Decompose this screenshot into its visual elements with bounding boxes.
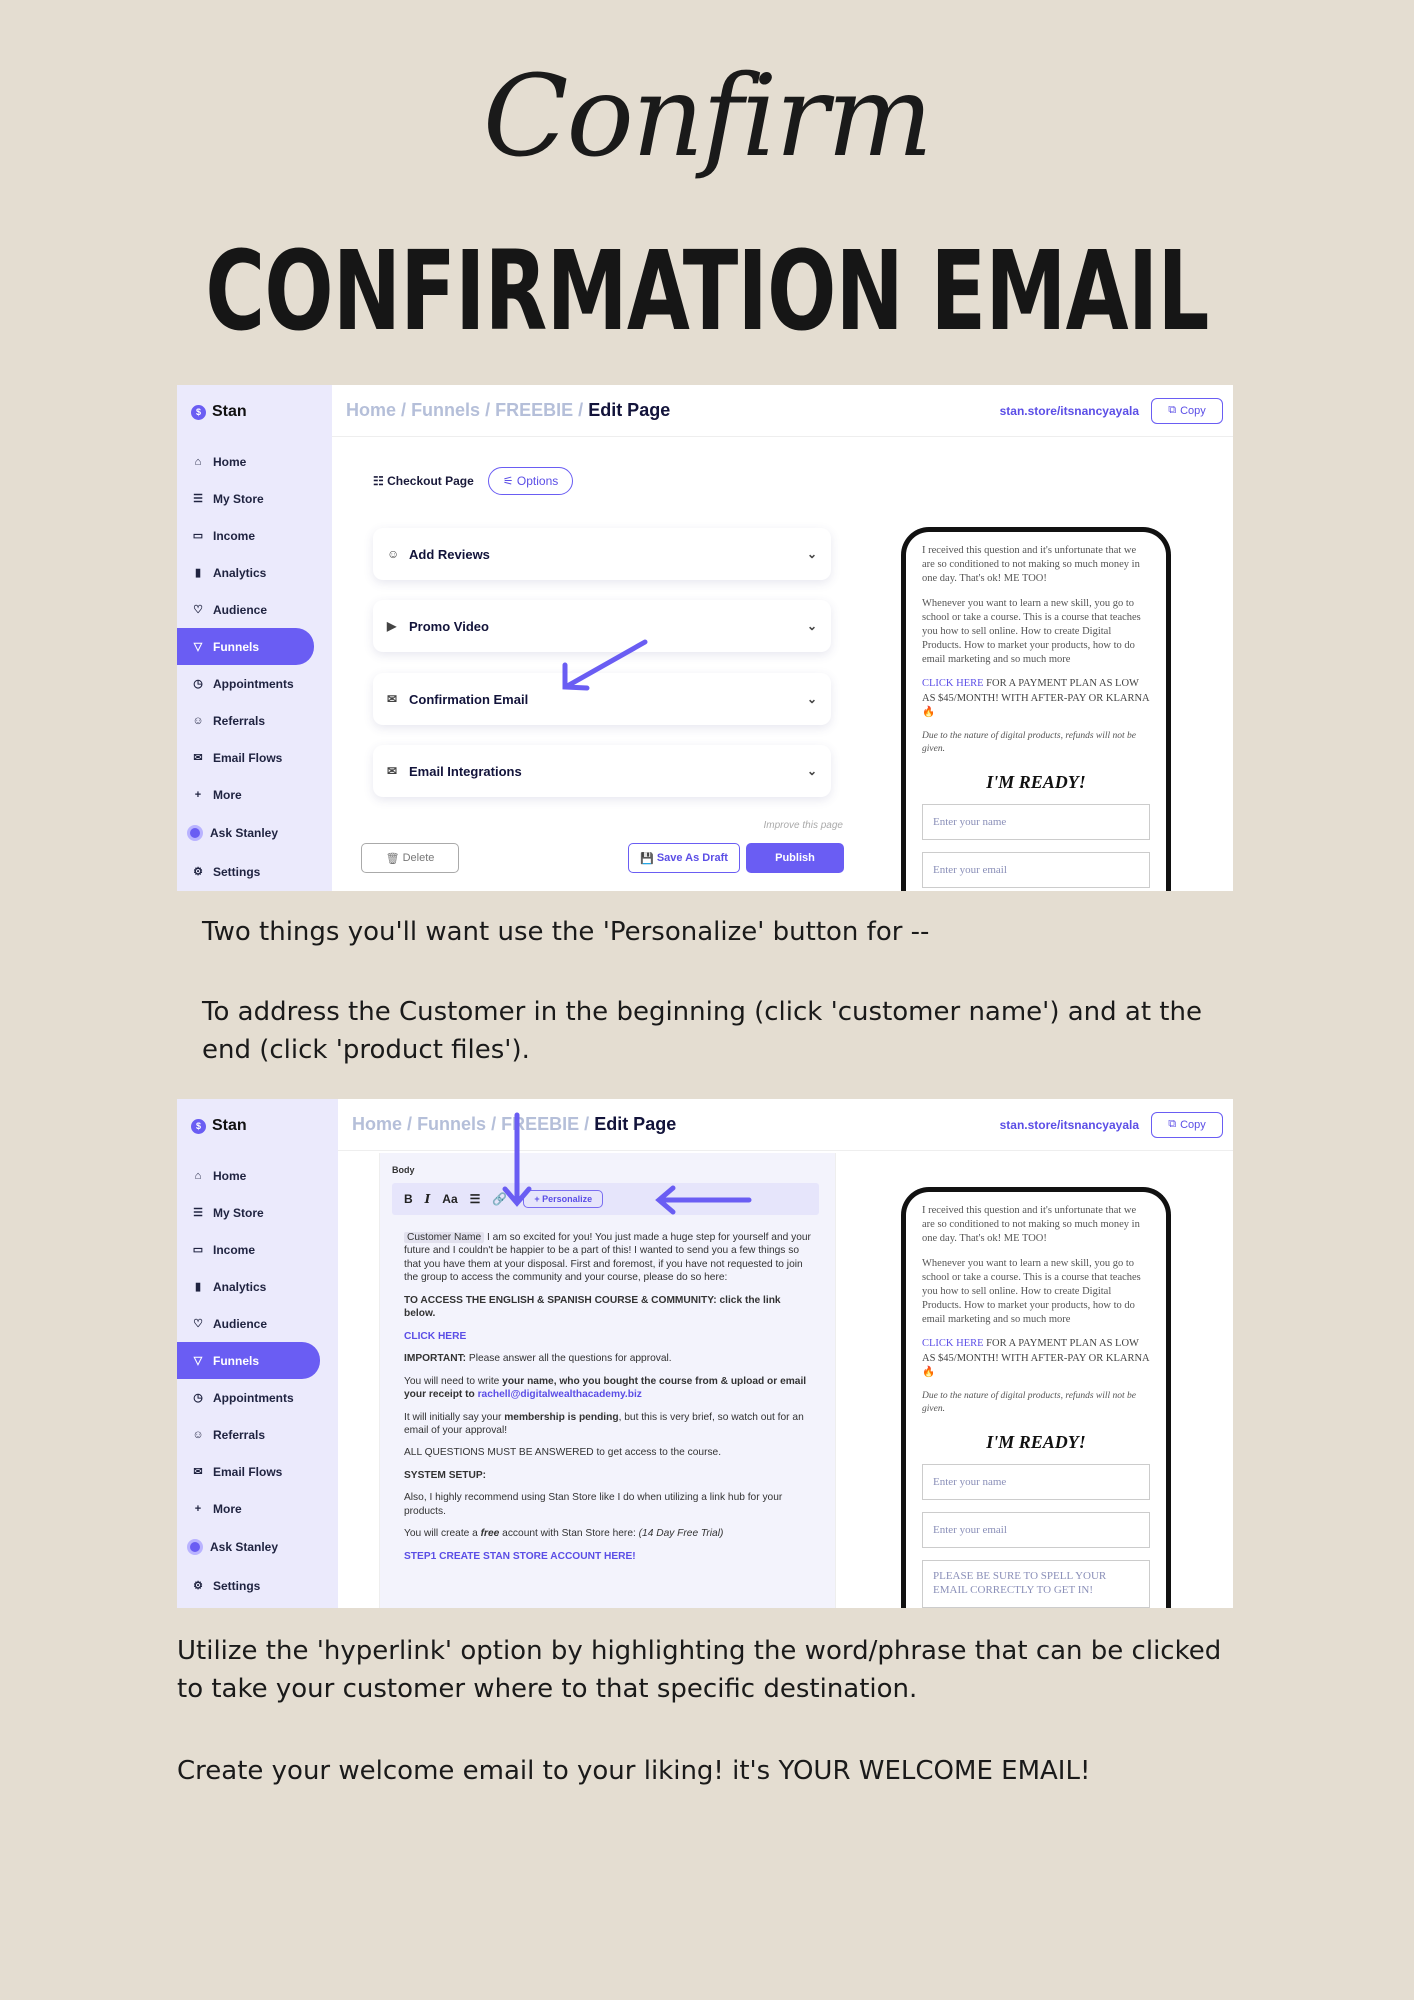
- payment-link[interactable]: CLICK HERE: [922, 678, 984, 690]
- chevron-down-icon: ⌄: [806, 764, 817, 778]
- crumb-freebie[interactable]: FREEBIE: [495, 400, 574, 420]
- crumb-freebie[interactable]: FREEBIE: [501, 1114, 580, 1134]
- copy-icon: ⧉: [1168, 1118, 1177, 1130]
- list-icon[interactable]: ☰: [469, 1192, 481, 1206]
- instruction-hyperlink: Utilize the 'hyperlink' option by highlighting the word/phrase that can be clicked to take your customer where to that specific destination.: [177, 1636, 1222, 1704]
- link-icon[interactable]: 🔗: [492, 1192, 508, 1206]
- copy-button[interactable]: ⧉ Copy: [1151, 398, 1223, 424]
- sidebar-item-appointments[interactable]: ◷ Appointments: [177, 1379, 338, 1416]
- chevron-down-icon: ⌄: [806, 619, 817, 633]
- smile-icon: ☺: [192, 1428, 204, 1441]
- save-icon: 💾: [640, 852, 654, 865]
- store-icon: ☰: [193, 1207, 203, 1219]
- crumb-home[interactable]: Home: [346, 400, 397, 420]
- sidebar-item-settings[interactable]: ⚙ Settings: [177, 1567, 338, 1604]
- sidebar-item-analytics[interactable]: ▮ Analytics: [177, 554, 332, 591]
- bar-chart-icon: ▮: [194, 1281, 202, 1293]
- sidebar-item-email-flows[interactable]: ✉ Email Flows: [177, 739, 332, 776]
- sidebar-item-analytics[interactable]: ▮ Analytics: [177, 1268, 338, 1305]
- instruction-customer: To address the Customer in the beginning (click 'customer name') and at the end (click 'product files').: [202, 997, 1202, 1065]
- sidebar-item-referrals[interactable]: ☺ Referrals: [192, 713, 266, 728]
- chevron-down-icon: ⌄: [806, 692, 817, 706]
- heart-icon: ♡: [193, 1318, 203, 1330]
- trash-icon: 🗑: [385, 852, 400, 865]
- sidebar-item-funnels[interactable]: ▽ Funnels: [177, 628, 314, 665]
- name-input[interactable]: Enter your name: [922, 1464, 1150, 1500]
- phone-preview: [901, 1187, 1171, 1608]
- phone-preview: [901, 527, 1171, 891]
- sidebar-item-audience[interactable]: ♡ Audience: [177, 591, 332, 628]
- sliders-icon: ⚟: [502, 474, 514, 488]
- instruction-personalize: Two things you'll want use the 'Personalize' button for --: [202, 917, 930, 947]
- sidebar: [177, 1099, 338, 1608]
- save-draft-button[interactable]: 💾 Save As Draft: [628, 843, 740, 873]
- smile-icon: ☺: [387, 547, 400, 561]
- sidebar-item-email-flows[interactable]: ✉ Email Flows: [177, 1453, 338, 1490]
- sidebar-item-my-store[interactable]: ☰ My Store: [177, 480, 332, 517]
- preview-text: Whenever you want to learn a new skill, you go to school or take a course. This is a course that teaches you how to sell online. How to create Digital Products. How to market your products, how to do email marketing and so much more: [922, 1257, 1141, 1326]
- funnel-icon: ▽: [193, 641, 203, 653]
- brand-logo[interactable]: [177, 1117, 338, 1135]
- sidebar-item-more[interactable]: + More: [177, 776, 332, 813]
- italic-button[interactable]: I: [424, 1192, 431, 1206]
- store-url-link[interactable]: stan.store/itsnancyayala: [999, 403, 1139, 418]
- personalize-button[interactable]: + Personalize: [523, 1190, 603, 1208]
- copy-button[interactable]: ⧉ Copy: [1151, 1112, 1223, 1138]
- sidebar-item-appointments[interactable]: ◷ Appointments: [177, 665, 332, 702]
- bar-chart-icon: ▮: [194, 567, 202, 579]
- wallet-icon: ▭: [192, 530, 204, 542]
- wallet-icon: ▭: [192, 1244, 204, 1256]
- email-body-editor: [379, 1153, 836, 1608]
- ask-stanley-button[interactable]: Ask Stanley: [177, 813, 332, 853]
- clock-icon: ◷: [193, 678, 203, 690]
- crumb-funnels[interactable]: Funnels: [411, 400, 481, 420]
- mail-icon: ✉: [387, 692, 398, 706]
- sidebar: [177, 385, 332, 891]
- delete-button[interactable]: 🗑 Delete: [361, 843, 459, 873]
- brand-name: Stan: [212, 403, 247, 420]
- preview-text: I received this question and it's unfortunate that we are so conditioned to not making so much money in one day. That's ok! ME TOO!: [922, 1205, 1140, 1245]
- stan-logo-icon: $: [191, 405, 206, 420]
- section-confirmation-email[interactable]: ✉ Confirmation Email ⌄: [373, 673, 831, 725]
- sidebar-item-referrals[interactable]: ☺ Referrals: [192, 1427, 266, 1442]
- copy-icon: ⧉: [1168, 404, 1177, 416]
- crumb-funnels[interactable]: Funnels: [417, 1114, 487, 1134]
- name-input[interactable]: Enter your name: [922, 804, 1150, 840]
- instruction-welcome: Create your welcome email to your liking! it's YOUR WELCOME EMAIL!: [177, 1756, 1091, 1786]
- section-add-reviews[interactable]: ☺ Add Reviews ⌄: [373, 528, 831, 580]
- store-icon: ☰: [193, 493, 203, 505]
- brand-logo[interactable]: [177, 403, 332, 421]
- sidebar-item-income[interactable]: ▭ Income: [192, 1242, 256, 1257]
- funnel-icon: ▽: [193, 1355, 203, 1367]
- refund-note: Due to the nature of digital products, refunds will not be given.: [922, 730, 1137, 754]
- home-icon: ⌂: [194, 455, 202, 468]
- plus-icon: +: [194, 1502, 202, 1515]
- ask-stanley-button[interactable]: Ask Stanley: [177, 1527, 338, 1567]
- stanley-avatar-icon: [187, 1539, 203, 1555]
- topbar: [332, 385, 1233, 437]
- tab-options[interactable]: ⚟ Options: [488, 467, 573, 495]
- mail-icon: ✉: [193, 752, 203, 764]
- ready-heading: I'M READY!: [986, 1431, 1086, 1452]
- tab-checkout-page[interactable]: ☷ Checkout Page: [373, 474, 474, 488]
- brand-name: Stan: [212, 1117, 247, 1134]
- stan-logo-icon: $: [191, 1119, 206, 1134]
- payment-plan-text: CLICK HERE FOR A PAYMENT PLAN AS LOW AS $45/MONTH! WITH AFTER-PAY OR KLARNA🔥: [922, 678, 1150, 718]
- section-email-integrations[interactable]: ✉ Email Integrations ⌄: [373, 745, 831, 797]
- sidebar-item-settings[interactable]: ⚙ Settings: [177, 853, 332, 890]
- page-icon: ☷: [373, 474, 384, 488]
- page-title: Edit Page: [588, 400, 671, 420]
- payment-link[interactable]: CLICK HERE: [922, 1338, 984, 1350]
- page-tabs: [373, 467, 573, 495]
- screenshot-email-editor: [177, 1099, 1233, 1608]
- email-link[interactable]: rachell@digitalwealthacademy.biz: [477, 1389, 642, 1401]
- store-url-link[interactable]: stan.store/itsnancyayala: [999, 1117, 1139, 1132]
- body-label: Body: [392, 1165, 415, 1175]
- preview-text: Whenever you want to learn a new skill, you go to school or take a course. This is a course that teaches you how to sell online. How to create Digital Products. How to market your products, how to do email marketing and so much more: [922, 597, 1141, 666]
- email-input[interactable]: Enter your email: [922, 852, 1150, 888]
- improve-link[interactable]: Improve this page: [763, 820, 843, 831]
- sidebar-item-my-store[interactable]: ☰ My Store: [177, 1194, 338, 1231]
- home-icon: ⌂: [194, 1169, 202, 1182]
- heart-icon: ♡: [193, 604, 203, 616]
- smile-icon: ☺: [192, 714, 204, 727]
- bold-button[interactable]: B: [404, 1192, 413, 1206]
- create-account-link[interactable]: STEP1 CREATE STAN STORE ACCOUNT HERE!: [404, 1550, 636, 1562]
- editor-toolbar: [392, 1183, 819, 1215]
- sidebar-item-more[interactable]: + More: [177, 1490, 338, 1527]
- gear-icon: ⚙: [193, 1580, 203, 1592]
- gear-icon: ⚙: [193, 866, 203, 878]
- sidebar-item-home[interactable]: ⌂ Home: [177, 1157, 338, 1194]
- publish-button[interactable]: Publish: [746, 843, 844, 873]
- font-size-button[interactable]: Aa: [442, 1192, 458, 1206]
- stanley-avatar-icon: [187, 825, 203, 841]
- payment-plan-text: CLICK HERE FOR A PAYMENT PLAN AS LOW AS $45/MONTH! WITH AFTER-PAY OR KLARNA🔥: [922, 1338, 1150, 1378]
- clock-icon: ◷: [193, 1392, 203, 1404]
- sidebar-item-audience[interactable]: ♡ Audience: [177, 1305, 338, 1342]
- section-promo-video[interactable]: ▶ Promo Video ⌄: [373, 600, 831, 652]
- spell-note-field[interactable]: PLEASE BE SURE TO SPELL YOUR EMAIL CORRECTLY TO GET IN!: [922, 1560, 1150, 1608]
- ready-heading: I'M READY!: [986, 771, 1086, 792]
- email-body-text[interactable]: Customer Name I am so excited for you! You just made a huge step for yourself and your future and I couldn't be happier to be a part of this! I wanted to send you a few things so that you have them at your disposal. First and foremost, if you have not requested to join the group to access the community and your course, please do so here: TO ACCESS THE ENGLISH & SPANISH COURSE & COMMUNITY: click the link below. CLICK HERE IMPORTANT: Please answer all the questions for approval. You will need to write your name, who you bought the course from & upload or email your receipt to rachell@digitalwealthacademy.biz It will initially say your membership is pending, but this is very brief, so watch out for an email of your approval! ALL QUESTIONS MUST BE ANSWERED to get access to the course. SYSTEM SETUP: Also, I highly recommend using Stan Store like I do when utilizing a link hub for your products. You will create a free account with Stan Store here: (14 Day Free Trial) STEP1 CREATE STAN STORE ACCOUNT HERE!: [404, 1231, 814, 1572]
- mail-icon: ✉: [193, 1466, 203, 1478]
- chevron-down-icon: ⌄: [806, 547, 817, 561]
- screenshot-options: [177, 385, 1233, 891]
- script-title: Confirm: [482, 52, 932, 182]
- topbar: [338, 1099, 1233, 1151]
- main-title: CONFIRMATION EMAIL: [205, 227, 1209, 355]
- preview-text: I received this question and it's unfortunate that we are so conditioned to not making so much money in one day. That's ok! ME TOO!: [922, 545, 1140, 585]
- sidebar-item-home[interactable]: ⌂ Home: [177, 443, 332, 480]
- breadcrumb: Home / Funnels / FREEBIE / Edit Page: [346, 400, 671, 420]
- page-title: Edit Page: [594, 1114, 677, 1134]
- breadcrumb: Home / Funnels / FREEBIE / Edit Page: [352, 1114, 677, 1134]
- crumb-home[interactable]: Home: [352, 1114, 403, 1134]
- click-here-link[interactable]: CLICK HERE: [404, 1330, 467, 1342]
- video-icon: ▶: [387, 619, 397, 633]
- mail-icon: ✉: [387, 764, 398, 778]
- plus-icon: +: [194, 788, 202, 801]
- customer-name-tag[interactable]: Customer Name: [404, 1232, 484, 1243]
- sidebar-item-funnels[interactable]: ▽ Funnels: [177, 1342, 320, 1379]
- email-input[interactable]: Enter your email: [922, 1512, 1150, 1548]
- sidebar-item-income[interactable]: ▭ Income: [192, 528, 256, 543]
- refund-note: Due to the nature of digital products, refunds will not be given.: [922, 1390, 1137, 1414]
